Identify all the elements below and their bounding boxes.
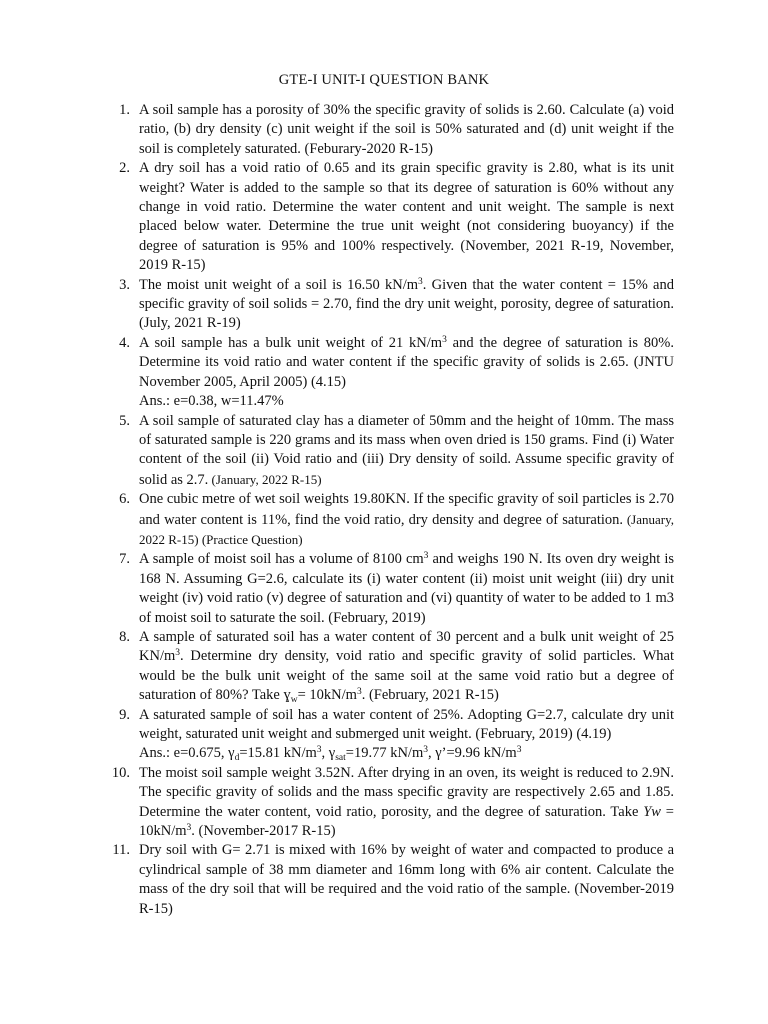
question-number: 1. [119,102,130,118]
subscript: sat [335,753,346,764]
question-number: 7. [119,551,130,568]
question-body-cont: . Determine dry density, void ratio and specific gravity of solid particles. What would be the bulk unit weight of the same soil at the same void ratio but a degree of saturation of 80%? Take [139,648,674,704]
question-9 [0,706,768,764]
page-title: GTE-I UNIT-I QUESTION BANK [278,72,490,88]
answer-line [139,744,674,763]
question-body-cont: . (November-2017 R-15) [191,823,336,840]
question-body: A sample of saturated soil has a water content of 30 percent and a bulk unit weight of 25 KN/m [139,628,674,665]
superscript: 3 [442,334,447,345]
answer-text: =19.77 kN/m [345,745,424,762]
superscript: 3 [356,687,362,698]
question-6 [0,490,768,550]
question-body: A soil sample has a porosity of 30% the specific gravity of solids is 2.60. Calculate (a) void ratio, (b) dry density (c) unit weight if the soil is 50% saturated and (d) unit weight if the soil is completely saturated. (Feburary-2020 R-15) [139,102,674,157]
question-body-cont: and weighs 190 N. Its oven dry weight is 168 N. Assuming G=2.6, calculate its (i) water content (ii) moist unit weight (iii) dry unit weight (iv) void ratio (v) degree of saturation and (vi) quantity of water to be added to 1 m3 of moist soil to saturate the soil. (February, 2019) [139,551,674,626]
question-number: 3. [119,276,130,293]
question-text [139,764,674,842]
question-body: A saturated sample of soil has a water content of 25%. Adopting G=2.7, calculate dry unit weight, saturated unit weight and submerged unit weight. (February, 2019) (4.19) [139,706,674,742]
question-11 [0,841,768,919]
question-number: 10. [111,764,130,781]
question-text [139,550,674,628]
question-body: A soil sample has a bulk unit weight of 21 kN/m [139,334,443,351]
question-7 [0,550,768,628]
question-body: A sample of moist soil has a volume of 8100 cm [139,551,424,568]
question-body: A dry soil has a void ratio of 0.65 and its grain specific gravity is 2.80, what is its unit weight? Water is added to the sample so that its degree of saturation is 60% without any change in void ratio. Determine the water content and unit weight. The sample is next placed below water. Determine the true unit weight (not considering buoyancy) if the degree of saturation is 95% and 100% respectively. (November, 2021 R-19, November, 2019 R-15) [139,160,674,274]
question-body-cont: = 10kN/m [297,687,357,704]
superscript: 3 [423,551,429,562]
question-body: The moist soil sample weight 3.52N. After drying in an oven, its weight is reduced to 2.9N. The specific gravity of solids and the mass specific gravity are respectively 2.65 and 1.85. Determine the water content, void ratio, porosity, and the degree of saturation. Take [139,764,674,820]
question-number: 9. [119,706,130,723]
subscript: w [290,695,298,706]
question-text [139,159,674,275]
question-2 [0,159,768,275]
question-text [139,276,674,334]
question-text [139,101,674,159]
superscript: 3 [316,745,322,756]
answer-text: =15.81 kN/m [239,745,317,762]
question-body-cont: . (February, 2021 R-15) [361,687,499,704]
question-3 [0,276,768,334]
question-text [139,412,674,491]
superscript: 3 [186,823,192,834]
question-list [0,101,768,919]
question-8 [0,628,768,706]
subscript: d [234,753,240,764]
question-body: Dry soil with G= 2.71 is mixed with 16% by weight of water and compacted to produce a cylindrical sample of 38 mm diameter and 16mm long with 6% air content. Calculate the mass of the dry soil that will be required and the void ratio of the sample. (November-2019 R-15) [139,842,674,917]
question-number: 8. [119,628,130,645]
exam-reference: (January, 2022 R-15) [208,471,322,487]
question-text [139,706,674,764]
gamma-symbol: γ [435,745,442,762]
superscript: 3 [175,648,180,659]
unit-weight-symbol: Yw [643,803,661,820]
question-body: One cubic metre of wet soil weights 19.80KN. If the specific gravity of soil particles is 2.70 and water content is 11%, find the void ratio, dry density and degree of saturation. [139,491,674,528]
question-number: 2. [119,160,130,177]
question-number: 11. [112,842,130,859]
superscript: 3 [423,745,428,756]
gamma-symbol: γ [328,745,336,762]
question-text [139,628,674,706]
question-body: A soil sample of saturated clay has a diameter of 50mm and the height of 10mm. The mass of saturated sample is 220 grams and its mass when oven dried is 150 grams. Find (i) Water content of the soil (ii) Void ratio and (iii) Dry density of soild. Assume specific gravity of solid as 2.7. [139,412,674,488]
question-10 [0,764,768,842]
answer-line: Ans.: e=0.38, w=11.47% [139,393,284,410]
question-text [139,841,674,919]
question-1 [0,101,768,159]
answer-text: , [321,745,329,762]
gamma-symbol: γ [228,745,235,762]
question-number: 6. [119,491,130,508]
question-text [139,490,674,550]
superscript: 3 [516,745,522,756]
gamma-symbol: ɣ [283,687,291,704]
superscript: 3 [418,276,423,287]
answer-text: Ans.: e=0.675, [139,745,229,762]
answer-text: ’=9.96 kN/m [441,745,517,762]
question-body: The moist unit weight of a soil is 16.50 kN/m [139,276,418,293]
question-5 [0,412,768,491]
question-body-cont: = 10kN/m [139,803,674,840]
question-number: 4. [119,334,130,351]
question-body-cont: and the degree of saturation is 80%. Determine its void ratio and water content if the specific gravity of solids is 2.65. (JNTU November 2005, April 2005) (4.15) [139,334,674,390]
question-body-cont: . Given that the water content = 15% and specific gravity of soil solids = 2.70, find the dry unit weight, porosity, degree of saturation. (July, 2021 R-19) [139,276,674,332]
answer-text: , [427,745,436,762]
question-4 [0,334,768,412]
question-text [139,334,674,412]
question-number: 5. [119,412,130,429]
exam-reference: (January, 2022 R-15) (Practice Question) [139,511,674,547]
